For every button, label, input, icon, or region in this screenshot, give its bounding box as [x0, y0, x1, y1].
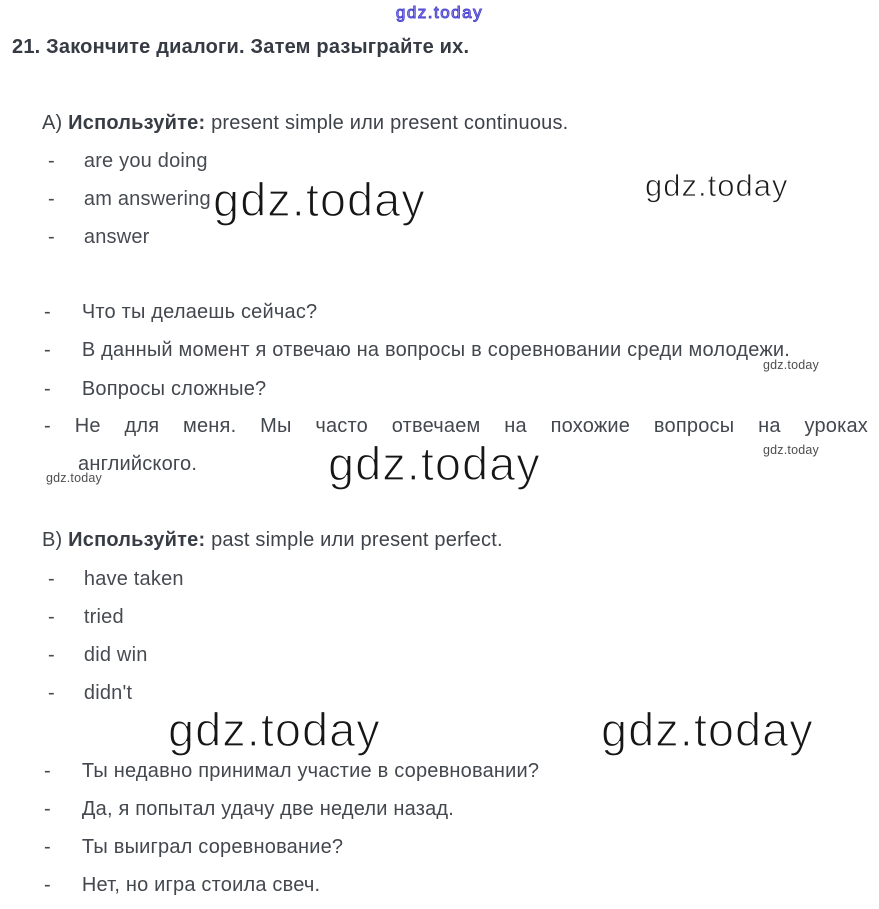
dash-bullet: - — [48, 150, 55, 172]
dash-bullet: - — [44, 836, 51, 858]
dash-bullet: - — [48, 226, 55, 248]
word-option: didn't — [83, 682, 133, 704]
word-item — [48, 150, 208, 173]
word-option: am answering — [83, 188, 211, 210]
watermark-gdz-large-1: gdz.today — [213, 173, 426, 226]
dash-bullet: - — [48, 188, 55, 210]
dash-bullet: - — [44, 760, 51, 782]
dash-bullet: - — [44, 798, 51, 820]
dialog-line-justified — [44, 415, 868, 438]
section-b-instruction: Используйте: — [68, 529, 206, 551]
dash-bullet: - — [44, 415, 51, 437]
watermark-gdz-large-3: gdz.today — [168, 703, 381, 756]
dash-bullet: - — [44, 874, 51, 896]
section-b-label: B) — [42, 529, 63, 551]
dash-bullet: - — [44, 378, 51, 400]
watermark-gdz-small-3: gdz.today — [46, 471, 103, 485]
dialog-line — [44, 760, 539, 783]
dialog-line — [44, 378, 266, 401]
dialog-line — [44, 836, 343, 859]
word-option: tried — [83, 606, 124, 628]
dialog-text: В данный момент я отвечаю на вопросы в соревновании среди молодежи. — [81, 339, 791, 361]
word-item — [48, 226, 150, 249]
dialog-text: Что ты делаешь сейчас? — [81, 301, 318, 323]
dash-bullet: - — [48, 644, 55, 666]
dash-bullet: - — [44, 339, 51, 361]
dialog-text: Ты недавно принимал участие в соревновании? — [81, 760, 540, 782]
word-option: are you doing — [83, 150, 208, 172]
dash-bullet: - — [48, 682, 55, 704]
word-option: have taken — [83, 568, 184, 590]
watermark-gdz-medium-right: gdz.today — [645, 168, 789, 203]
section-b-instruction-rest: past simple или present perfect. — [211, 529, 503, 551]
dialog-text: Не для меня. Мы часто отвечаем на похожие вопросы на уроках — [74, 415, 868, 437]
dialog-line — [44, 301, 317, 324]
section-a-heading — [42, 112, 568, 135]
dialog-text: Вопросы сложные? — [81, 378, 267, 400]
watermark-gdz-large-4: gdz.today — [601, 703, 814, 756]
dialog-line-continuation: английского. — [78, 453, 198, 475]
word-item — [48, 644, 148, 667]
section-a-instruction-rest: present simple или present continuous. — [211, 112, 569, 134]
word-option: answer — [83, 226, 150, 248]
dialog-text: Да, я попытал удачу две недели назад. — [81, 798, 455, 820]
watermark-gdz-top: gdz.today — [395, 3, 484, 22]
word-item — [48, 568, 184, 591]
exercise-title: 21. Закончите диалоги. Затем разыграйте их. — [12, 36, 470, 58]
dialog-text: Ты выиграл соревнование? — [81, 836, 344, 858]
dash-bullet: - — [44, 301, 51, 323]
section-a-label: A) — [42, 112, 63, 134]
dialog-text: Нет, но игра стоила свеч. — [81, 874, 321, 896]
section-a-instruction: Используйте: — [68, 112, 206, 134]
word-option: did win — [83, 644, 148, 666]
word-item — [48, 682, 132, 705]
watermark-gdz-small-1: gdz.today — [763, 358, 820, 372]
watermark-gdz-large-2: gdz.today — [328, 437, 541, 490]
dialog-line — [44, 874, 320, 897]
dash-bullet: - — [48, 568, 55, 590]
dialog-line — [44, 339, 790, 362]
word-item — [48, 188, 211, 211]
dialog-line — [44, 798, 454, 821]
dash-bullet: - — [48, 606, 55, 628]
watermark-gdz-small-2: gdz.today — [763, 443, 820, 457]
section-b-heading — [42, 529, 503, 552]
word-item — [48, 606, 124, 629]
